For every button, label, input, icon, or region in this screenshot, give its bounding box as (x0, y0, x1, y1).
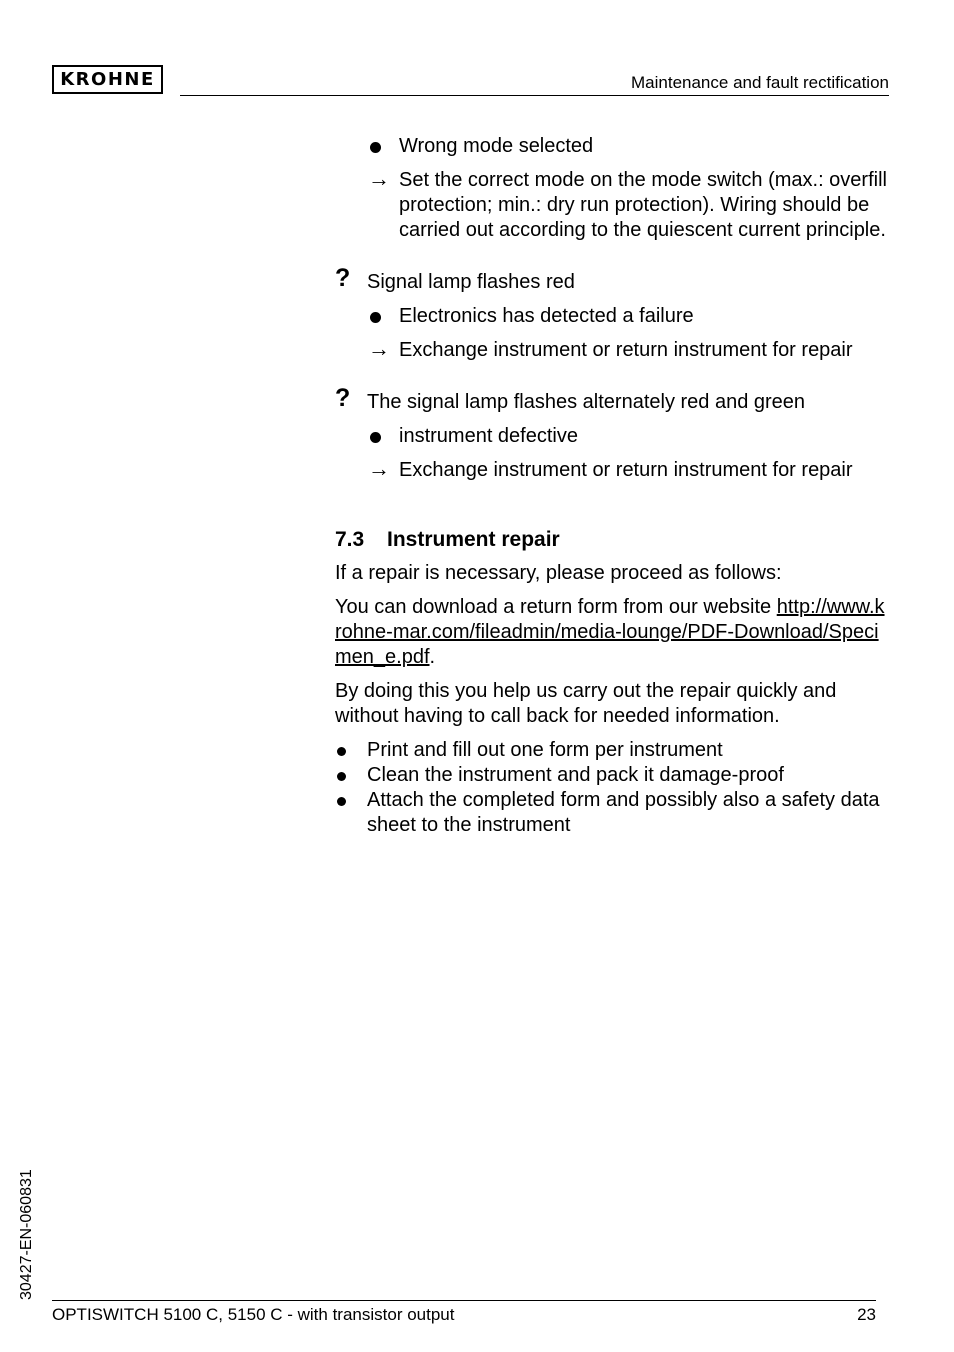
symptom-text: Signal lamp flashes red (367, 271, 575, 293)
list-item-text: Clean the instrument and pack it damage-proof (367, 764, 784, 786)
intro-paragraph: If a repair is necessary, please proceed as follows: (335, 562, 782, 584)
bullet-icon (370, 142, 381, 153)
remedy-item (335, 458, 891, 483)
bullet-icon (337, 797, 346, 806)
cause-text: Electronics has detected a failure (399, 305, 694, 327)
list-item (335, 763, 891, 788)
arrow-right-icon: → (368, 456, 390, 481)
download-text: You can download a return form from our website (335, 596, 777, 618)
document-code: 30427-EN-060831 (18, 1169, 35, 1300)
symptom-item (335, 264, 891, 295)
cause-item (335, 424, 891, 449)
bullet-icon (370, 312, 381, 323)
remedy-item (335, 168, 891, 243)
header-section-title: Maintenance and fault rectification (631, 73, 889, 92)
footer-product: OPTISWITCH 5100 C, 5150 C - with transistor output (52, 1305, 455, 1324)
symptom-text: The signal lamp flashes alternately red and green (367, 391, 806, 413)
arrow-right-icon: → (368, 336, 390, 361)
page-content (335, 134, 891, 838)
cause-item (335, 304, 891, 329)
krohne-logo: KROHNE (52, 65, 163, 94)
remedy-text: Set the correct mode on the mode switch (max.: overfill protection; min.: dry run protection). Wiring should be carried out according to the quiescent current principle. (399, 169, 887, 241)
cause-item (335, 134, 891, 159)
list-item-text: Attach the completed form and possibly also a safety data sheet to the instrument (367, 789, 880, 836)
remedy-text: Exchange instrument or return instrument for repair (399, 339, 853, 361)
list-item-text: Print and fill out one form per instrument (367, 739, 723, 761)
cause-text: Wrong mode selected (399, 135, 594, 157)
help-paragraph: By doing this you help us carry out the repair quickly and without having to call back for needed information. (335, 680, 837, 727)
section-number: 7.3 (335, 528, 365, 551)
symptom-item (335, 384, 891, 415)
footer-rule (52, 1300, 876, 1301)
page-number: 23 (857, 1305, 876, 1324)
bullet-icon (337, 747, 346, 756)
remedy-text: Exchange instrument or return instrument for repair (399, 459, 853, 481)
section-heading (335, 527, 891, 552)
question-mark-icon: ? (335, 384, 351, 412)
download-end: . (429, 646, 436, 668)
list-item (335, 788, 891, 838)
remedy-item (335, 338, 891, 363)
cause-text: instrument defective (399, 425, 578, 447)
return-form-link[interactable]: http://www.krohne-mar.com/fileadmin/media-lounge/PDF-Download/Specimen_e.pdf (335, 596, 885, 668)
bullet-icon (370, 432, 381, 443)
download-paragraph (335, 595, 891, 670)
header-rule (180, 95, 889, 96)
arrow-right-icon: → (368, 166, 390, 191)
bullet-icon (337, 772, 346, 781)
list-item (335, 738, 891, 763)
section-title: Instrument repair (387, 528, 560, 551)
question-mark-icon: ? (335, 264, 351, 292)
